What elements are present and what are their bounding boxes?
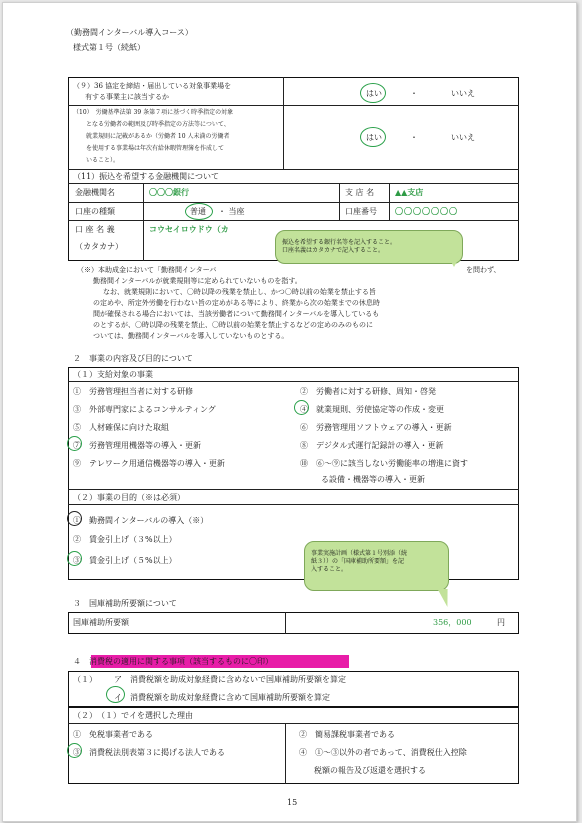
tax-reason-1[interactable]: ① 免税事業者である	[73, 730, 153, 739]
purpose-item-1-circle	[67, 511, 82, 526]
row11-title: （11）振込を希望する金融機関について	[73, 172, 220, 181]
supported-projects-title: （１）支給対象の事業	[73, 370, 153, 379]
section4-title: ４ 消費税の適用に関する事項（該当するものに〇印）	[73, 657, 273, 666]
project-item-1[interactable]: ① 労務管理担当者に対する研修	[73, 387, 193, 396]
section3-title: ３ 国庫補助所要額について	[73, 599, 177, 608]
account-number-label: 口座番号	[345, 207, 377, 216]
purpose-item-1[interactable]: ① 勤務間インターバルの導入（※）	[73, 516, 209, 525]
row9-yes-circle	[360, 83, 386, 103]
project-item-9[interactable]: ⑨ テレワーク用通信機器等の導入・更新	[73, 459, 225, 468]
row10-yes[interactable]: はい	[366, 133, 382, 142]
tax-option-i[interactable]: イ 消費税額を助成対象経費に含めて国庫補助所要額を算定	[114, 693, 330, 702]
project-item-6[interactable]: ⑥ 労務管理用ソフトウェアの導入・更新	[300, 423, 452, 432]
bank-label: 金融機関名	[75, 188, 115, 197]
subsidy-unit: 円	[497, 618, 505, 627]
project-item-8[interactable]: ⑧ デジタル式運行記録計の導入・更新	[300, 441, 444, 450]
subsidy-instruction-callout: 事業実施計画（様式第１号別添（続 紙３））の「国庫補助所要額」を記 入すること。	[304, 541, 449, 591]
document-page: （勤務間インターバル導入コース） 様式第１号（続紙） （９）36 協定を締結・届出している対象事業場を 有する事業主に該当するか はい ・ いいえ （10） 労働基準法第 39 条第７項に基づく時季指定の対象 となる労働者の範囲及び時季指定の方法等について、 就業規則に記載があるか（労働者 10 人未満の労働者 を使用する事業場は年次有給休暇管理簿を作成して いること）。 はい ・ いいえ （11）振込を希望する金融機関について 金融機関名 〇〇〇銀行 支 店 名 ▲▲支店 口座の種類 普通 ・ 当座 口座番号 〇〇〇〇〇〇〇 口 座 名 義 （カタカナ） コウセイロウドウ（カ （※）本助成金において「勤務間インターバ を問わず、 勤務間インターバルが就業規則等に定められていないものを指す。 なお、就業規則において、〇時以降の残業を禁止し、かつ〇時以前の始業を禁止する旨 の定めや、所定外労働を行わない旨の定めがある等により、終業から次の始業までの休息時 間が確保される場合においては、当該労働者について勤務間インターバルを導入しているも のとするが、〇時以降の残業を禁止、〇時以前の始業を禁止するなどの定めのみのものに ついては、勤務間インターバルを導入していないものとする。 振込を希望する銀行名等を記入すること。 口座名義はカタカナで記入すること。 ２ 事業の内容及び目的について （１）支給対象の事業 ① 労務管理担当者に対する研修 ③ 外部専門家によるコンサルティング ⑤ 人材確保に向けた取組 ⑦ 労務管理用機器等の導入・更新 ⑨ テレワーク用通信機器等の導入・更新 ② 労働者に対する研修、周知・啓発 ④ 就業規則、労使協定等の作成・変更 ⑥ 労務管理用ソフトウェアの導入・更新 ⑧ デジタル式運行記録計の導入・更新 ⑩ ⑥～⑨に該当しない労働能率の増進に資す る設備・機器等の導入・更新 （２）事業の目的（※は必須） ① 勤務間インターバルの導入（※） ② 賃金引上げ（３%以上） ③ 賃金引上げ（５%以上） 事業実施計画（様式第１号別添（続 紙３））の「国庫補助所要額」を記 入すること。 ３ 国庫補助所要額について 国庫補助所要額 356，000 円 ４ 消費税の適用に関する事項（該当するものに〇印） （１） ア 消費税額を助成対象経費に含めないで国庫補助所要額を算定 イ 消費税額を助成対象経費に含めて国庫補助所要額を算定 （２） （１）でイを選択した理由 ① 免税事業者である ③ 消費税法別表第３に掲げる法人である ② 簡易課税事業者である ④ ①～③以外の者であって、消費税仕入控除 税額の報告及び返還を選択する 15	[2, 2, 577, 822]
project-item-4-circle	[294, 400, 309, 415]
project-item-4[interactable]: ④ 就業規則、労使協定等の作成・変更	[300, 405, 444, 414]
project-item-10[interactable]: ⑩ ⑥～⑨に該当しない労働能率の増進に資す	[300, 459, 468, 468]
project-purpose-title: （２）事業の目的（※は必須）	[73, 493, 185, 502]
project-item-2[interactable]: ② 労働者に対する研修、周知・啓発	[300, 387, 436, 396]
tax-option-i-circle	[106, 686, 125, 703]
row9-label-2: 有する事業主に該当するか	[85, 93, 169, 101]
subsidy-label: 国庫補助所要額	[73, 618, 129, 627]
note-line: （※）本助成金において「勤務間インターバ	[77, 266, 217, 274]
account-name-value[interactable]: コウセイロウドウ（カ	[149, 224, 229, 234]
bank-value[interactable]: 〇〇〇銀行	[149, 187, 189, 197]
row10-label: （10） 労働基準法第 39 条第７項に基づく時季指定の対象	[73, 109, 234, 116]
account-type-current[interactable]: ・ 当座	[218, 207, 245, 216]
tax-reason-4[interactable]: ④ ①～③以外の者であって、消費税仕入控除	[299, 748, 467, 757]
row9-no[interactable]: いいえ	[451, 89, 475, 98]
project-item-7-circle	[67, 436, 82, 451]
project-item-7[interactable]: ⑦ 労務管理用機器等の導入・更新	[73, 441, 201, 450]
form-number: 様式第１号（続紙）	[73, 43, 145, 52]
project-table	[68, 367, 519, 580]
tax-reason-3[interactable]: ③ 消費税法別表第３に掲げる法人である	[73, 748, 225, 757]
tax-reason-title: （２） （１）でイを選択した理由	[73, 711, 193, 720]
project-item-3[interactable]: ③ 外部専門家によるコンサルティング	[73, 405, 216, 414]
branch-label: 支 店 名	[345, 188, 375, 197]
purpose-item-3-circle	[67, 551, 82, 566]
account-type-circle	[185, 203, 213, 220]
row10-no[interactable]: いいえ	[451, 133, 475, 142]
tax-reason-2[interactable]: ② 簡易課税事業者である	[299, 730, 395, 739]
account-type-ordinary[interactable]: 普通	[190, 207, 206, 216]
account-number-value[interactable]: 〇〇〇〇〇〇〇	[395, 206, 458, 216]
purpose-item-3[interactable]: ③ 賃金引上げ（５%以上）	[73, 556, 177, 565]
tax-reason-3-circle	[67, 743, 82, 758]
row9-yes[interactable]: はい	[366, 89, 382, 98]
tax-option-a[interactable]: ア 消費税額を助成対象経費に含めないで国庫補助所要額を算定	[114, 675, 346, 684]
row9-label: （９）36 協定を締結・届出している対象事業場を	[73, 82, 232, 90]
branch-value[interactable]: ▲▲支店	[395, 187, 424, 197]
purpose-item-2[interactable]: ② 賃金引上げ（３%以上）	[73, 535, 177, 544]
subsidy-amount[interactable]: 356，000	[433, 618, 472, 627]
page-number: 15	[287, 798, 298, 807]
account-name-label: 口 座 名 義	[75, 225, 115, 234]
row10-yes-circle	[360, 127, 386, 147]
section2-title: ２ 事業の内容及び目的について	[73, 354, 193, 363]
account-type-label: 口座の種類	[75, 207, 115, 216]
bank-instruction-callout: 振込を希望する銀行名等を記入すること。 口座名義はカタカナで記入すること。	[275, 230, 463, 264]
project-item-5[interactable]: ⑤ 人材確保に向けた取組	[73, 423, 169, 432]
course-title: （勤務間インターバル導入コース）	[66, 28, 193, 37]
